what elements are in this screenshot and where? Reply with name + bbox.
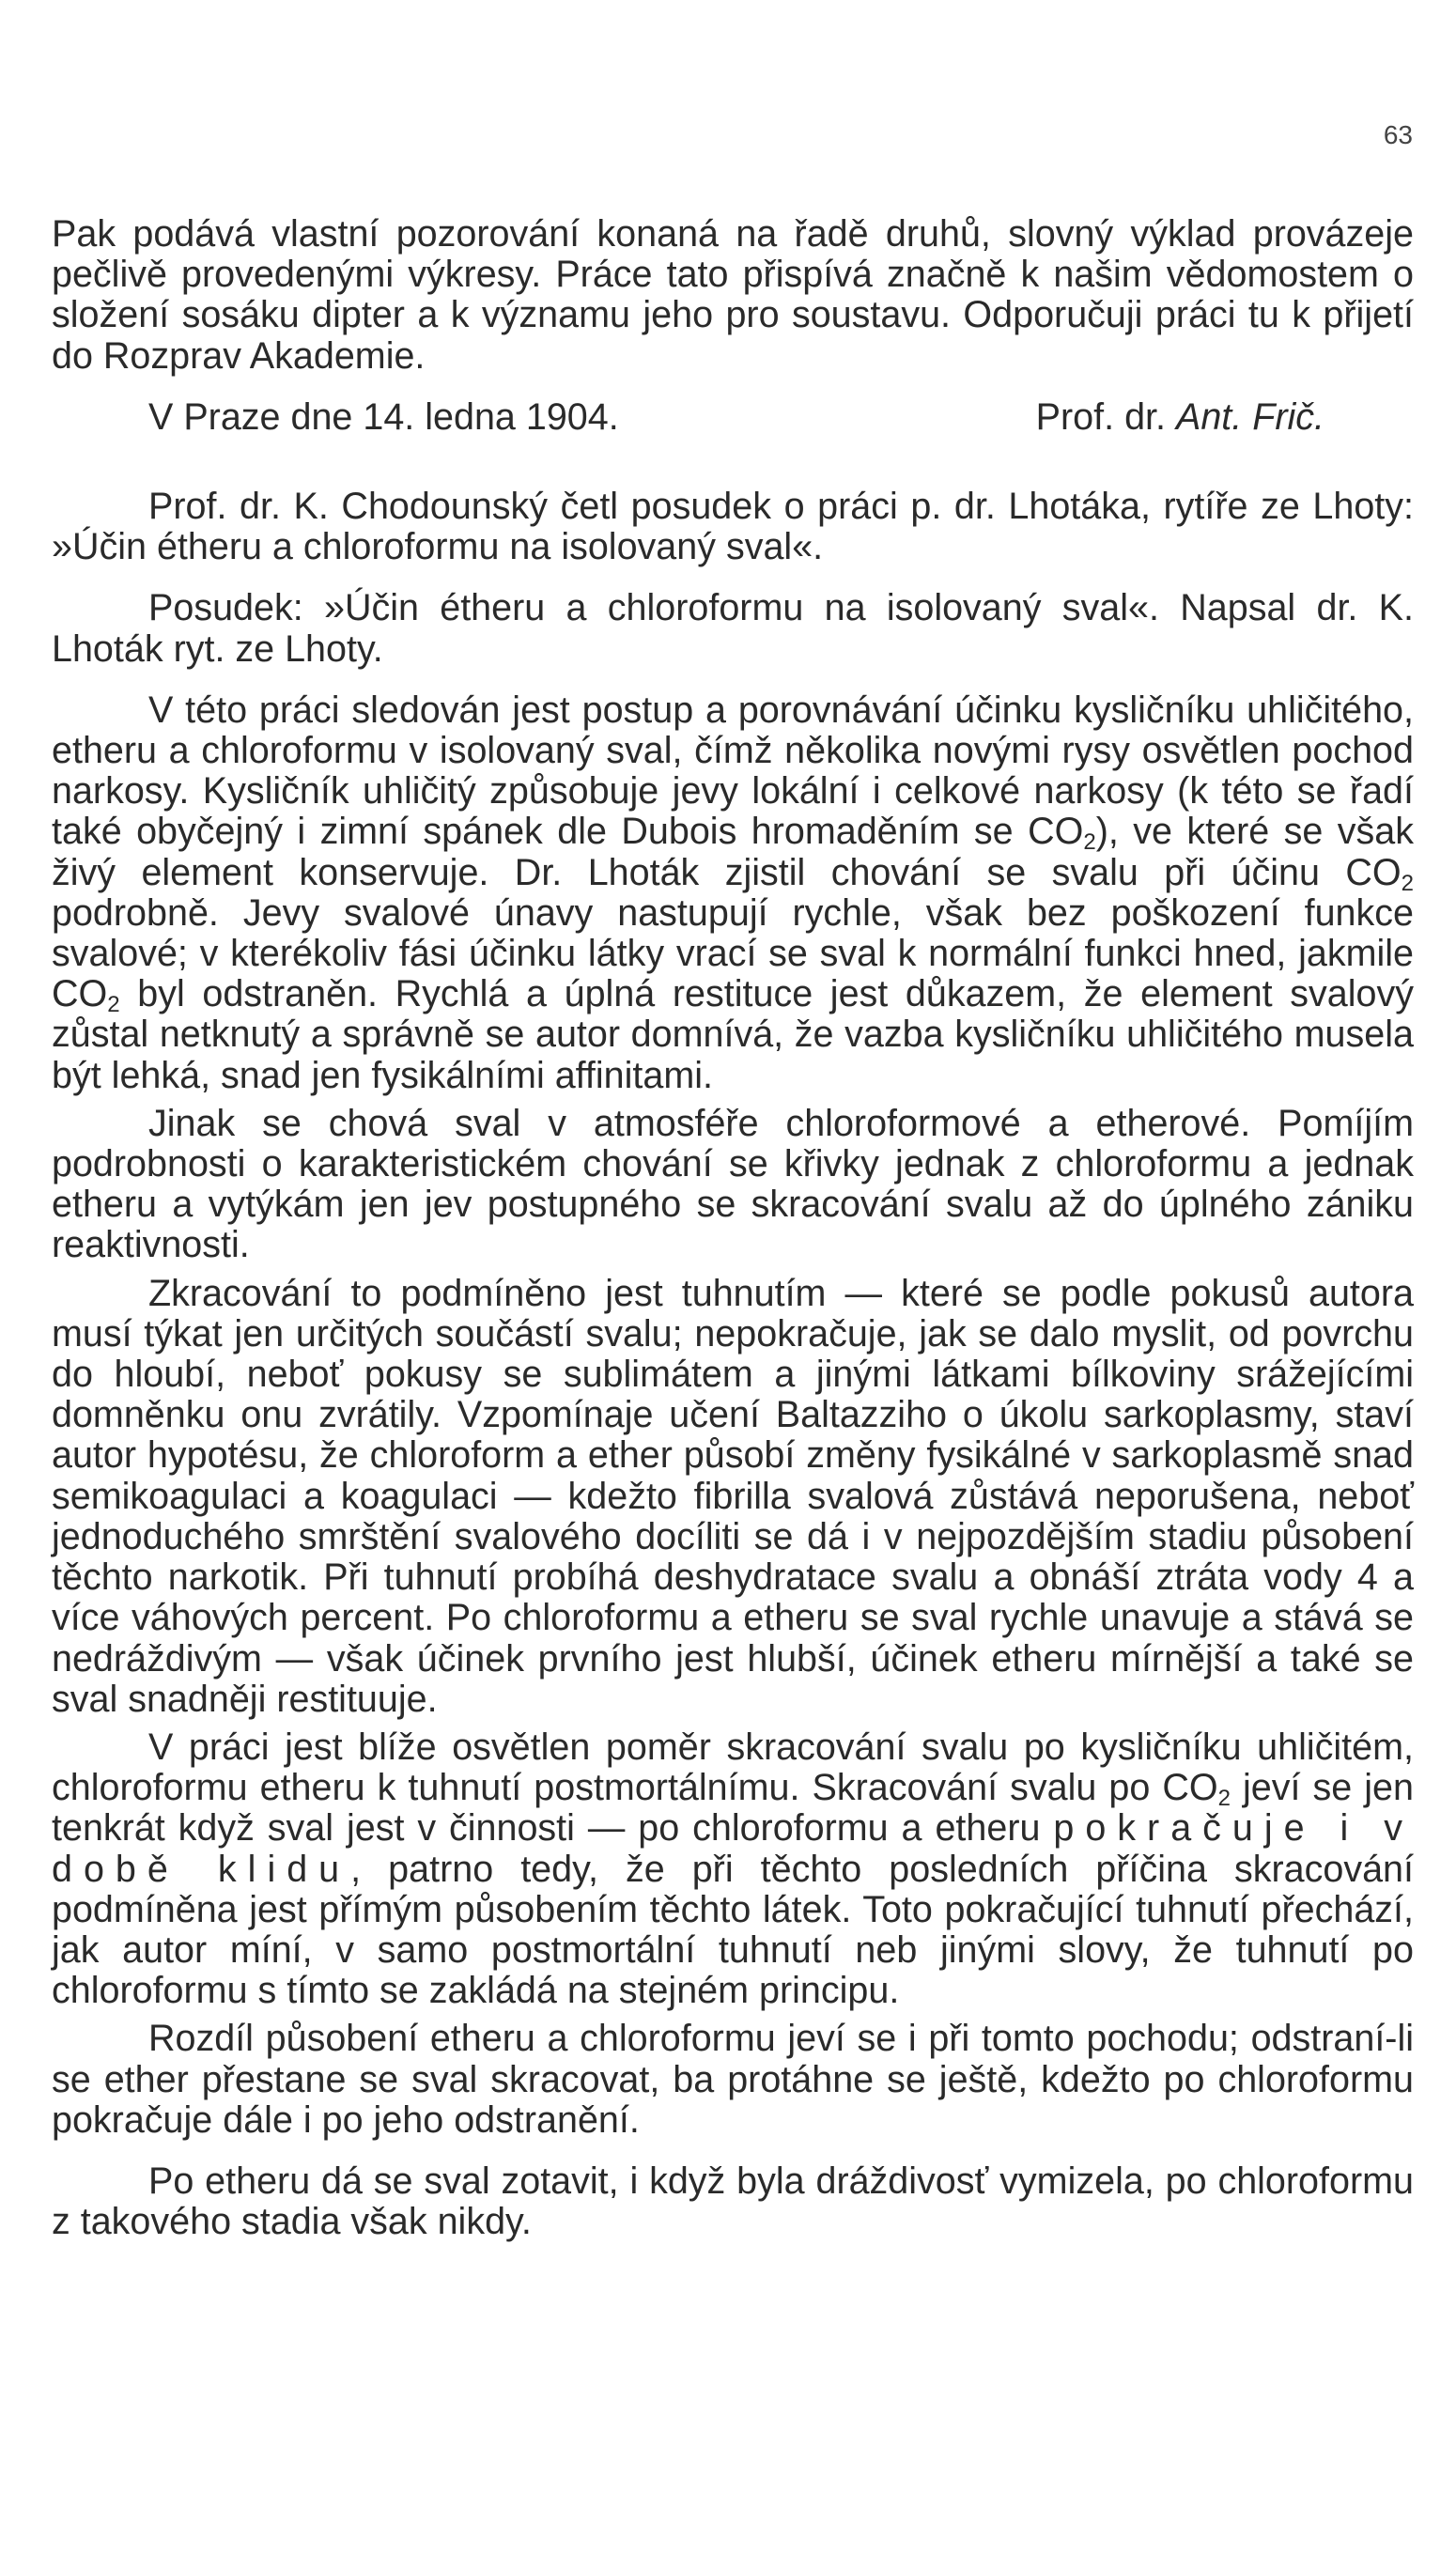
text-segment: ), ve které se však živý element konservuje. Dr. Lhoták zjistil chování se svalu při účinu CO [52, 811, 1414, 893]
subscript: 2 [1083, 829, 1096, 856]
text-segment: jeví se jen tenkrát když sval jest v činnosti — po chloroformu a etheru [52, 1767, 1414, 1850]
paragraph-intro: Pak podává vlastní pozorování konaná na řadě druhů, slovný výklad provázeje pečlivě provedenými výkresy. Práce tato přispívá značně k našim vědomostem o složení sosáku dipter a k významu jeho pro soustavu. Odporučuji práci tu k přijetí do Rozprav Akademie. [52, 213, 1414, 377]
subscript: 2 [1401, 870, 1414, 896]
text-segment: V této práci sledován jest postup a porovnávání účinku kysličníku uhličitého, etheru a chloroformu v isolovaný sval, čímž několika novými rysy osvětlen pochod narkosy. Kysličník uhličitý způsobuje jevy lokální i celkové narkosy (k této se řadí také obyčejný i zimní spánek dle Dubois hromaděním se CO [52, 689, 1414, 853]
paragraph-recovery: Po etheru dá se sval zotavit, i když byla dráždivosť vymizela, po chloroformu z takového stadia však nikdy. [52, 2160, 1414, 2243]
subscript: 2 [107, 992, 120, 1018]
paragraph-announcement: Prof. dr. K. Chodounský četl posudek o práci p. dr. Lhotáka, rytíře ze Lhoty: »Účin étheru a chloroformu na isolovaný sval«. [52, 486, 1414, 568]
document-body [52, 214, 1414, 2242]
signature [1036, 397, 1324, 438]
text-segment: V práci jest blíže osvětlen poměr skracování svalu po kysličníku uhličitém, chloroformu etheru k tuhnutí postmortálnímu. Skracování svalu po CO [52, 1726, 1414, 1809]
paragraph-postmortal [52, 1727, 1414, 2011]
signature-line [52, 397, 1414, 438]
paragraph-difference: Rozdíl působení etheru a chloroformu jeví se i při tomto pochodu; odstraní-li se ether přestane se sval skracovat, ba protáhne se ještě, kdežto po chloroformu pokračuje dále i po jeho odstranění. [52, 2018, 1414, 2141]
text-segment: , patrno tedy, že při těchto posledních příčina skracování podmíněna jest přímým působením těchto látek. Toto pokračující tuhnutí přechází, jak autor míní, v samo postmortální tuhnutí neb jinými slovy, že tuhnutí po chloroformu s tímto se zakládá na stejném principu. [52, 1848, 1414, 2012]
text-segment: byl odstraněn. Rychlá a úplná restituce jest důkazem, že element svalový zůstal netknutý a správně se autor domnívá, že vazba kysličníku uhličitého musela být lehká, snad jen fysikálními affinitami. [52, 973, 1414, 1096]
paragraph-atmosphere: Jinak se chová sval v atmosféře chloroformové a etherové. Pomíjím podrobnosti o karakteristickém chování se křivky jednak z chloroformu a jednak etheru a vytýkám jen jev postupného se skracování svalu až do úplného zániku reaktivnosti. [52, 1102, 1414, 1266]
subscript: 2 [1217, 1786, 1231, 1812]
paragraph-co2 [52, 690, 1414, 1096]
text-segment: podrobně. Jevy svalové únavy nastupují rychle, však bez poškození funkce svalové; v kterékoliv fási účinku látky vrací se sval k normální funkci hned, jakmile CO [52, 891, 1414, 1015]
signature-title: Prof. dr. [1035, 395, 1166, 438]
paragraph-contraction: Zkracování to podmíněno jest tuhnutím — které se podle pokusů autora musí týkat jen určitých součástí svalu; nepokračuje, jak se dalo myslit, od povrchu do hloubí, neboť pokusy se sublimátem a jinými látkami bílkoviny srážejícími domněnku onu zvrátily. Vzpomínaje učení Baltazziho o úkolu sarkoplasmy, staví autor hypotésu, že chloroform a ether působí změny fysikálné v sarkoplasmě snad semikoagulaci a koagulaci — kdežto fibrilla svalová zůstává neporušena, neboť jednoduchého smrštění svalového docíliti se dá i v nejpozdějším stadiu působení těchto narkotik. Při tuhnutí probíhá deshydratace svalu a obnáší ztráta vody 4 a více váhových percent. Po chloroformu a etheru se sval rychle unavuje a stává se nedráždivým — však účinek prvního jest hlubší, účinek etheru mírnější a také se sval snadněji restituuje. [52, 1272, 1414, 1720]
signature-place-date: V Praze dne 14. ledna 1904. [148, 395, 619, 438]
spaced-emphasis: pokračuje i v době klidu [52, 1807, 1414, 1890]
paragraph-review-title: Posudek: »Účin étheru a chloroformu na isolovaný sval«. Napsal dr. K. Lhoták ryt. ze Lhoty. [52, 587, 1414, 670]
page-number: 63 [1383, 120, 1413, 149]
signature-name: Ant. Frič. [1175, 395, 1324, 438]
